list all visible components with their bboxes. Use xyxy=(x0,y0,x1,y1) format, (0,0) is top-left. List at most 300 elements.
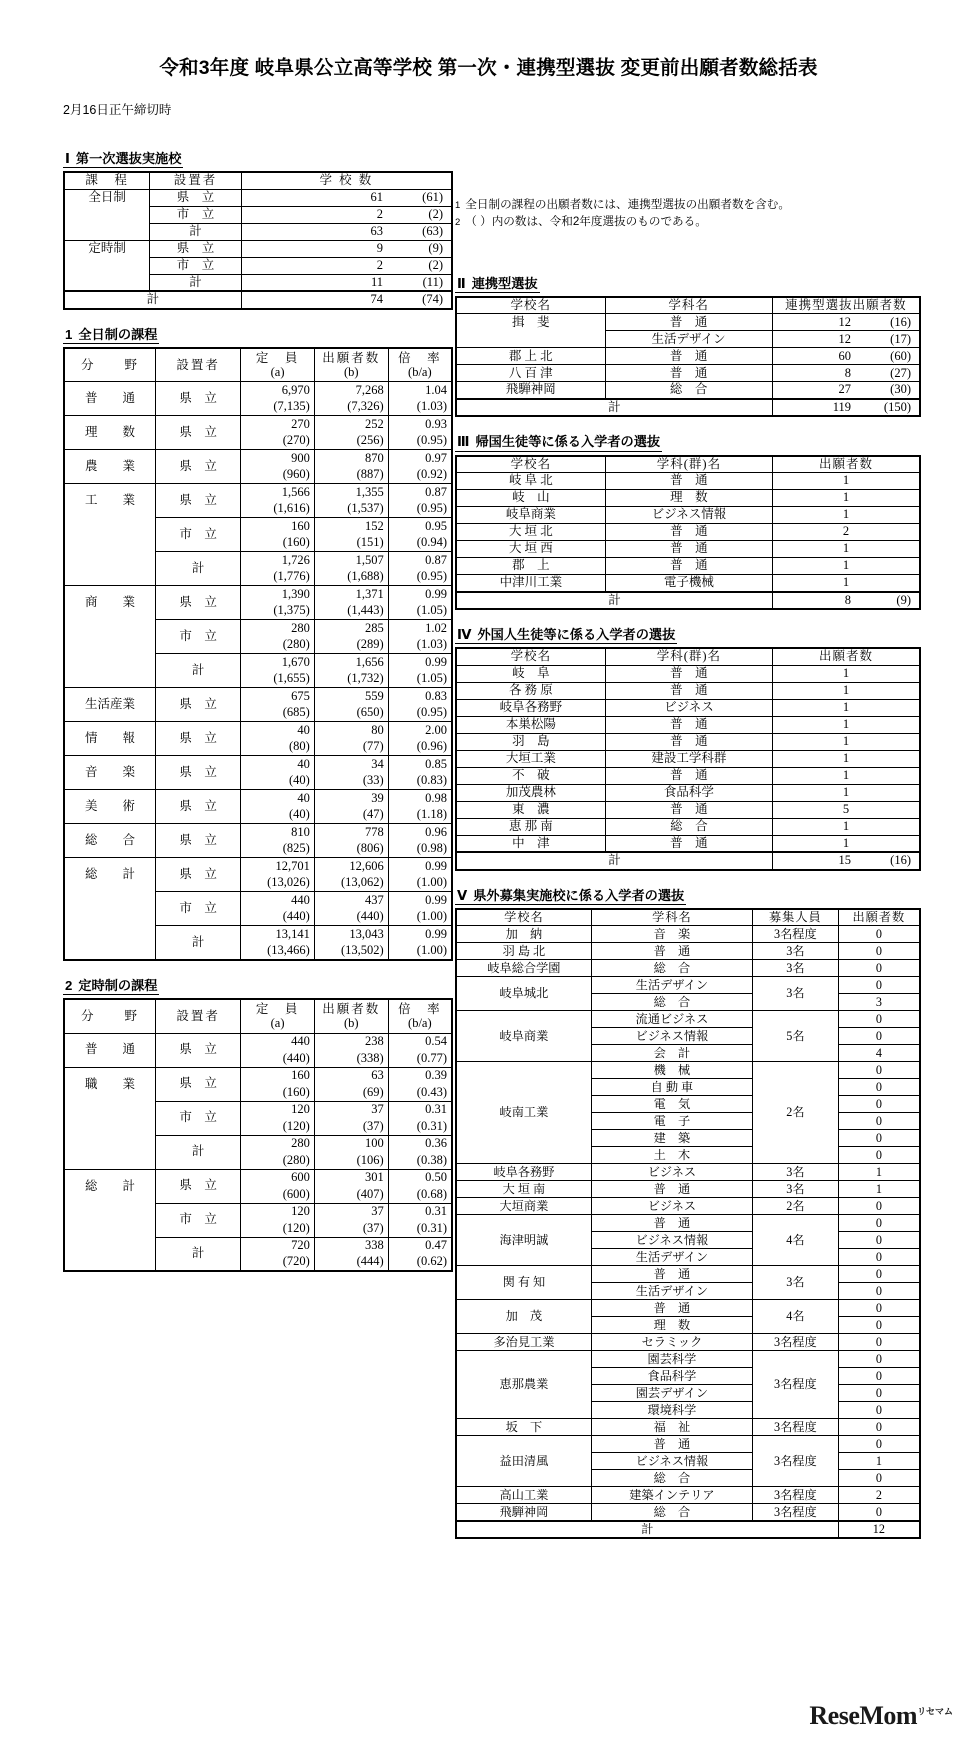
quota-prev-cell: (80) xyxy=(241,739,315,756)
table-row xyxy=(456,558,920,575)
applicants-cell: 1 xyxy=(773,575,920,592)
applicants-cell: 1 xyxy=(838,1164,920,1181)
course-cell xyxy=(64,274,150,291)
applicants-prev-cell: (37) xyxy=(314,1118,388,1135)
applicants-cell: 0 xyxy=(838,1232,920,1249)
table-row xyxy=(456,716,920,733)
founder-cell: 計 xyxy=(150,274,242,291)
capacity-cell: 3名程度 xyxy=(753,1436,839,1487)
table-row xyxy=(456,682,920,699)
column-header: 学科(群)名 xyxy=(605,456,772,473)
field-cell: 生活産業 xyxy=(64,688,155,722)
quota-prev-cell: (280) xyxy=(241,637,315,654)
section-2-title: 連携型選抜 xyxy=(471,275,538,291)
ratio-prev-cell: (0.95) xyxy=(388,705,452,722)
quota-prev-cell: (7,135) xyxy=(241,399,315,416)
school-name-cell: 多治見工業 xyxy=(456,1334,591,1351)
section-3-block xyxy=(455,433,921,610)
department-cell: 自 動 車 xyxy=(591,1079,752,1096)
applicants-cell: 12,606 xyxy=(314,858,388,875)
total-label: 計 xyxy=(456,1521,838,1538)
section-5-number: Ⅴ xyxy=(457,887,468,903)
table-row xyxy=(456,767,920,784)
capacity-cell: 2名 xyxy=(753,1198,839,1215)
founder-cell: 市 立 xyxy=(155,518,240,552)
department-cell: ビジネス xyxy=(605,699,772,716)
applicants-cell: 37 xyxy=(314,1101,388,1118)
total-label: 計 xyxy=(456,852,773,870)
founder-cell: 県 立 xyxy=(155,484,240,518)
table-row xyxy=(456,1419,920,1436)
total-row xyxy=(456,399,920,417)
field-cell: 総 合 xyxy=(64,824,155,858)
founder-cell: 県 立 xyxy=(155,1033,240,1067)
table-row xyxy=(64,1237,452,1254)
school-name-cell: 関 有 知 xyxy=(456,1266,591,1300)
department-cell: 流通ビジネス xyxy=(591,1011,752,1028)
department-cell: ビジネス情報 xyxy=(591,1232,752,1249)
column-header: 学 校 数 xyxy=(241,172,452,189)
applicants-cell: 0 xyxy=(838,1351,920,1368)
department-cell: 普 通 xyxy=(591,1181,752,1198)
field-cell xyxy=(64,1203,155,1237)
quota-prev-cell: (1,776) xyxy=(241,569,315,586)
table-row xyxy=(64,1203,452,1220)
applicants-cell: 34 xyxy=(314,756,388,773)
note-text: （ ）内の数は、令和2年度選抜のものである。 xyxy=(465,215,707,229)
quota-prev-cell: (120) xyxy=(241,1220,315,1237)
school-name-cell: 恵 那 南 xyxy=(456,818,605,835)
column-header: 分 野 xyxy=(64,348,155,382)
ratio-cell: 0.99 xyxy=(388,654,452,671)
section-1-block xyxy=(63,150,453,310)
table-row xyxy=(64,1101,452,1118)
founder-cell: 計 xyxy=(155,654,240,688)
quota-cell: 900 xyxy=(241,450,315,467)
department-cell: 音 楽 xyxy=(591,926,752,943)
table-row xyxy=(64,824,452,841)
ratio-cell: 1.02 xyxy=(388,620,452,637)
school-count-cell: 9 (9) xyxy=(241,240,452,257)
ratio-prev-cell: (1.18) xyxy=(388,807,452,824)
applicants-cell: 1,656 xyxy=(314,654,388,671)
department-cell: 普 通 xyxy=(591,1436,752,1453)
section-fulltime-title: 全日制の課程 xyxy=(78,326,158,342)
founder-cell: 県 立 xyxy=(155,1169,240,1203)
department-cell: 普 通 xyxy=(605,682,772,699)
department-cell: 電 気 xyxy=(591,1096,752,1113)
column-header: 出願者数 xyxy=(773,456,920,473)
applicants-cell: 0 xyxy=(838,1300,920,1317)
table-section-4 xyxy=(455,647,921,871)
school-name-cell xyxy=(456,331,605,348)
section-fulltime-heading xyxy=(63,327,159,344)
left-column xyxy=(63,150,453,1288)
department-cell: 普 通 xyxy=(605,314,772,331)
table-row xyxy=(64,1033,452,1050)
table-section-3 xyxy=(455,455,921,611)
applicants-cell: 1 xyxy=(773,699,920,716)
section-parttime-heading xyxy=(63,978,159,995)
quota-prev-cell: (40) xyxy=(241,773,315,790)
applicants-cell: 0 xyxy=(838,1402,920,1419)
department-cell: ビジネス情報 xyxy=(591,1453,752,1470)
ratio-prev-cell: (0.95) xyxy=(388,501,452,518)
department-cell: 普 通 xyxy=(591,1215,752,1232)
note-number: 1 xyxy=(455,200,461,211)
quota-cell: 6,970 xyxy=(241,382,315,399)
school-name-cell: 中津川工業 xyxy=(456,575,605,592)
department-cell: 生活デザイン xyxy=(605,331,772,348)
field-cell xyxy=(64,892,155,926)
quota-cell: 160 xyxy=(241,518,315,535)
ratio-prev-cell: (1.03) xyxy=(388,637,452,654)
table-row xyxy=(456,1198,920,1215)
school-name-cell: 本巣松陽 xyxy=(456,716,605,733)
section-5-block xyxy=(455,887,921,1539)
founder-cell: 県 立 xyxy=(155,416,240,450)
capacity-cell: 3名 xyxy=(753,960,839,977)
ratio-cell: 0.85 xyxy=(388,756,452,773)
applicants-cell: 12 (16) xyxy=(772,314,920,331)
quota-cell: 675 xyxy=(241,688,315,705)
applicants-cell: 152 xyxy=(314,518,388,535)
school-name-cell: 岐阜商業 xyxy=(456,507,605,524)
applicants-prev-cell: (77) xyxy=(314,739,388,756)
applicants-cell: 1 xyxy=(773,818,920,835)
founder-cell: 県 立 xyxy=(155,824,240,858)
total-label: 計 xyxy=(64,291,241,309)
section-fulltime-block xyxy=(63,326,453,961)
quota-prev-cell: (685) xyxy=(241,705,315,722)
ratio-cell: 0.95 xyxy=(388,518,452,535)
applicants-prev-cell: (806) xyxy=(314,841,388,858)
page-title: 令和3年度 岐阜県公立高等学校 第一次・連携型選抜 変更前出願者数総括表 xyxy=(159,57,818,79)
applicants-cell: 338 xyxy=(314,1237,388,1254)
capacity-cell: 3名 xyxy=(753,1164,839,1181)
quota-prev-cell: (1,616) xyxy=(241,501,315,518)
ratio-cell: 0.36 xyxy=(388,1135,452,1152)
applicants-cell: 0 xyxy=(838,1011,920,1028)
table-row xyxy=(456,1215,920,1232)
ratio-prev-cell: (0.98) xyxy=(388,841,452,858)
ratio-prev-cell: (0.38) xyxy=(388,1152,452,1169)
quota-cell: 720 xyxy=(241,1237,315,1254)
table-row xyxy=(456,818,920,835)
field-cell: 音 楽 xyxy=(64,756,155,790)
resemom-logo xyxy=(809,1701,953,1731)
department-cell: 土 木 xyxy=(591,1147,752,1164)
founder-cell: 市 立 xyxy=(155,892,240,926)
applicants-cell: 1 xyxy=(773,507,920,524)
school-count-cell: 11 (11) xyxy=(241,274,452,291)
applicants-cell: 0 xyxy=(838,1147,920,1164)
applicants-cell: 5 xyxy=(773,801,920,818)
quota-cell: 40 xyxy=(241,790,315,807)
quota-prev-cell: (270) xyxy=(241,433,315,450)
ratio-prev-cell: (0.96) xyxy=(388,739,452,756)
applicants-prev-cell: (47) xyxy=(314,807,388,824)
column-header: 学校名 xyxy=(456,909,591,926)
school-name-cell: 郡 上 xyxy=(456,558,605,575)
field-cell: 情 報 xyxy=(64,722,155,756)
applicants-cell: 0 xyxy=(838,1215,920,1232)
note-number: 2 xyxy=(455,217,461,229)
table-header-row xyxy=(456,297,920,314)
founder-cell: 市 立 xyxy=(155,1203,240,1237)
founder-cell: 市 立 xyxy=(150,257,242,274)
department-cell: 園芸科学 xyxy=(591,1351,752,1368)
table-header-row xyxy=(64,999,452,1033)
field-cell xyxy=(64,620,155,654)
table-row xyxy=(456,1504,920,1521)
table-row xyxy=(456,473,920,490)
ratio-prev-cell: (0.95) xyxy=(388,569,452,586)
quota-prev-cell: (440) xyxy=(241,1050,315,1067)
department-cell: 総 合 xyxy=(591,1504,752,1521)
school-name-cell: 八 百 津 xyxy=(456,365,605,382)
applicants-cell: 0 xyxy=(838,1113,920,1130)
applicants-cell: 60 (60) xyxy=(772,348,920,365)
table-parttime xyxy=(63,998,453,1272)
right-column xyxy=(455,196,921,1555)
table-header-row xyxy=(456,909,920,926)
founder-cell: 市 立 xyxy=(155,1101,240,1135)
table-row xyxy=(64,552,452,569)
ratio-cell: 0.93 xyxy=(388,416,452,433)
applicants-prev-cell: (13,502) xyxy=(314,943,388,960)
total-value: 8 (9) xyxy=(773,592,920,610)
applicants-cell: 870 xyxy=(314,450,388,467)
total-value: 15 (16) xyxy=(773,852,920,870)
field-cell xyxy=(64,518,155,552)
field-cell xyxy=(64,926,155,960)
applicants-cell: 1 xyxy=(773,767,920,784)
quota-prev-cell: (13,466) xyxy=(241,943,315,960)
department-cell: ビジネス情報 xyxy=(591,1028,752,1045)
ratio-cell: 1.04 xyxy=(388,382,452,399)
table-row xyxy=(456,733,920,750)
total-row xyxy=(456,1521,920,1538)
department-cell: 園芸デザイン xyxy=(591,1385,752,1402)
table-row xyxy=(64,484,452,501)
applicants-cell: 39 xyxy=(314,790,388,807)
applicants-prev-cell: (256) xyxy=(314,433,388,450)
table-header-row xyxy=(64,172,452,189)
applicants-cell: 0 xyxy=(838,960,920,977)
applicants-cell: 1 xyxy=(773,473,920,490)
school-count-cell: 2 (2) xyxy=(241,206,452,223)
total-row xyxy=(456,592,920,610)
school-name-cell: 岐阜各務野 xyxy=(456,1164,591,1181)
field-cell xyxy=(64,1135,155,1169)
ratio-cell: 0.87 xyxy=(388,484,452,501)
ratio-cell: 0.31 xyxy=(388,1203,452,1220)
founder-cell: 県 立 xyxy=(155,1067,240,1101)
ratio-prev-cell: (0.94) xyxy=(388,535,452,552)
table-row xyxy=(456,1487,920,1504)
founder-cell: 計 xyxy=(155,1237,240,1271)
applicants-prev-cell: (407) xyxy=(314,1186,388,1203)
table-row xyxy=(456,960,920,977)
ratio-prev-cell: (1.03) xyxy=(388,399,452,416)
capacity-cell: 3名程度 xyxy=(753,1487,839,1504)
ratio-prev-cell: (1.05) xyxy=(388,603,452,620)
department-cell: 普 通 xyxy=(605,801,772,818)
ratio-cell: 0.31 xyxy=(388,1101,452,1118)
column-header: 連携型選抜出願者数 xyxy=(772,297,920,314)
department-cell: 生活デザイン xyxy=(591,977,752,994)
ratio-prev-cell: (0.95) xyxy=(388,433,452,450)
founder-cell: 県 立 xyxy=(155,382,240,416)
school-name-cell: 益田清風 xyxy=(456,1436,591,1487)
applicants-cell: 0 xyxy=(838,1028,920,1045)
column-header: 学科名 xyxy=(591,909,752,926)
applicants-cell: 0 xyxy=(838,1317,920,1334)
applicants-cell: 285 xyxy=(314,620,388,637)
department-cell: 普 通 xyxy=(605,716,772,733)
applicants-cell: 1 xyxy=(773,784,920,801)
quota-cell: 1,390 xyxy=(241,586,315,603)
ratio-cell: 0.39 xyxy=(388,1067,452,1084)
school-name-cell: 加 納 xyxy=(456,926,591,943)
field-cell xyxy=(64,552,155,586)
table-row xyxy=(64,620,452,637)
school-name-cell: 岐 阜 北 xyxy=(456,473,605,490)
ratio-cell: 0.50 xyxy=(388,1169,452,1186)
section-4-heading xyxy=(455,627,677,644)
department-cell: 理 数 xyxy=(591,1317,752,1334)
field-cell: 農 業 xyxy=(64,450,155,484)
course-cell xyxy=(64,257,150,274)
school-name-cell: 大 垣 南 xyxy=(456,1181,591,1198)
department-cell: 生活デザイン xyxy=(591,1249,752,1266)
total-value: 12 xyxy=(838,1521,920,1538)
column-header: 出願者数 (b) xyxy=(314,348,388,382)
school-name-cell: 大 垣 西 xyxy=(456,541,605,558)
ratio-cell: 2.00 xyxy=(388,722,452,739)
note-text: 全日制の課程の出願者数には、連携型選抜の出願者数を含む。 xyxy=(465,198,790,211)
school-name-cell: 不 破 xyxy=(456,767,605,784)
ratio-cell: 0.98 xyxy=(388,790,452,807)
table-row xyxy=(64,518,452,535)
applicants-cell: 12 (17) xyxy=(772,331,920,348)
applicants-cell: 0 xyxy=(838,1283,920,1300)
applicants-cell: 63 xyxy=(314,1067,388,1084)
table-row xyxy=(456,926,920,943)
section-parttime-number: 2 xyxy=(65,977,73,993)
capacity-cell: 3名程度 xyxy=(753,1504,839,1521)
table-row xyxy=(64,274,452,291)
applicants-cell: 4 xyxy=(838,1045,920,1062)
quota-cell: 1,726 xyxy=(241,552,315,569)
applicants-cell: 559 xyxy=(314,688,388,705)
department-cell: 食品科学 xyxy=(605,784,772,801)
section-3-heading xyxy=(455,434,662,451)
field-cell xyxy=(64,1101,155,1135)
school-name-cell: 岐阜各務野 xyxy=(456,699,605,716)
table-row xyxy=(456,835,920,852)
capacity-cell: 3名程度 xyxy=(753,1419,839,1436)
section-parttime-block xyxy=(63,977,453,1272)
quota-cell: 40 xyxy=(241,722,315,739)
school-name-cell: 岐 阜 xyxy=(456,665,605,682)
total-label: 計 xyxy=(456,592,773,610)
table-row xyxy=(64,1067,452,1084)
column-header: 学校名 xyxy=(456,648,605,665)
department-cell: 普 通 xyxy=(605,473,772,490)
table-row xyxy=(456,1351,920,1368)
applicants-cell: 1,355 xyxy=(314,484,388,501)
table-row xyxy=(64,257,452,274)
quota-prev-cell: (120) xyxy=(241,1118,315,1135)
founder-cell: 県 立 xyxy=(155,756,240,790)
section-3-title: 帰国生徒等に係る入学者の選抜 xyxy=(475,434,661,450)
note-item xyxy=(455,196,921,213)
course-cell xyxy=(64,223,150,240)
table-row xyxy=(64,688,452,705)
department-cell: 普 通 xyxy=(605,733,772,750)
school-name-cell: 海津明誠 xyxy=(456,1215,591,1266)
table-row xyxy=(64,926,452,943)
applicants-cell: 27 (30) xyxy=(772,382,920,399)
section-2-number: Ⅱ xyxy=(457,275,466,291)
table-row xyxy=(64,206,452,223)
table-row xyxy=(64,756,452,773)
quota-prev-cell: (440) xyxy=(241,909,315,926)
table-row xyxy=(456,1011,920,1028)
founder-cell: 県 立 xyxy=(155,722,240,756)
ratio-prev-cell: (1.00) xyxy=(388,875,452,892)
table-header-row xyxy=(64,348,452,382)
table-row xyxy=(64,722,452,739)
department-cell: 普 通 xyxy=(605,835,772,852)
department-cell: 普 通 xyxy=(605,558,772,575)
section-parttime-title: 定時制の課程 xyxy=(78,977,158,993)
department-cell: ビジネス情報 xyxy=(605,507,772,524)
table-row xyxy=(64,1169,452,1186)
department-cell: 普 通 xyxy=(605,665,772,682)
applicants-cell: 7,268 xyxy=(314,382,388,399)
school-name-cell: 羽 島 北 xyxy=(456,943,591,960)
applicants-cell: 0 xyxy=(838,926,920,943)
capacity-cell: 3名程度 xyxy=(753,926,839,943)
table-header-row xyxy=(456,456,920,473)
applicants-cell: 1 xyxy=(773,665,920,682)
school-count-cell: 2 (2) xyxy=(241,257,452,274)
table-row xyxy=(456,1266,920,1283)
field-cell: 理 数 xyxy=(64,416,155,450)
table-row xyxy=(456,524,920,541)
applicants-cell: 0 xyxy=(838,1385,920,1402)
applicants-cell: 0 xyxy=(838,1334,920,1351)
quota-cell: 160 xyxy=(241,1067,315,1084)
total-row xyxy=(456,852,920,870)
ratio-prev-cell: (0.68) xyxy=(388,1186,452,1203)
section-1-title: 第一次選抜実施校 xyxy=(75,151,182,166)
department-cell: セラミック xyxy=(591,1334,752,1351)
field-cell: 商 業 xyxy=(64,586,155,620)
table-row xyxy=(456,699,920,716)
applicants-cell: 301 xyxy=(314,1169,388,1186)
quota-prev-cell: (720) xyxy=(241,1254,315,1271)
ratio-cell: 0.87 xyxy=(388,552,452,569)
department-cell: 理 数 xyxy=(605,490,772,507)
section-4-number: Ⅳ xyxy=(457,627,472,643)
table-row xyxy=(64,586,452,603)
column-header: 学校名 xyxy=(456,456,605,473)
table-row xyxy=(456,943,920,960)
